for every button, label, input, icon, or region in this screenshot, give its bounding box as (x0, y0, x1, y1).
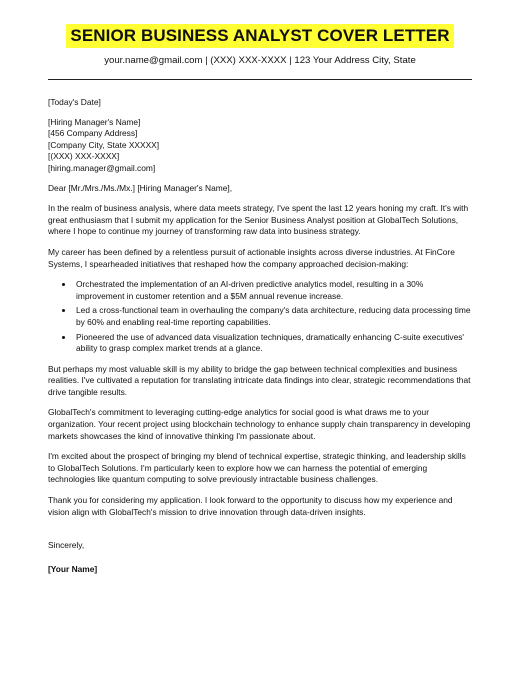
document-title: SENIOR BUSINESS ANALYST COVER LETTER (66, 24, 453, 48)
recipient-email: [hiring.manager@gmail.com] (48, 162, 156, 173)
signature: [Your Name] (48, 563, 98, 574)
paragraph-intro: In the realm of business analysis, where data meets strategy, I've spent the last 12 years honing my craft. It's with great enthusiasm that I submit my application for the Senior Business Analyst position at GlobalTech Solutions, where I hope to continue my journey of transforming raw data into business strategy. (48, 203, 469, 237)
list-item: • Pioneered the use of advanced data visualization techniques, dramatically enhancing C-suite executives' ability to grasp complex market trends at a glance. (74, 332, 472, 355)
list-item: • Led a cross-functional team in overhauling the company's data architecture, reducing data processing time by 60% and enabling real-time reporting capabilities. (74, 305, 472, 328)
letter-body (48, 97, 472, 575)
letter-date: [Today's Date] (48, 97, 101, 107)
recipient-street: [456 Company Address] (48, 128, 138, 139)
contact-line: your.name@gmail.com | (XXX) XXX-XXXX | 123 Your Address City, State (104, 55, 416, 66)
salutation: Dear [Mr./Mrs./Ms./Mx.] [Hiring Manager's Name], (48, 182, 233, 193)
paragraph-skills: But perhaps my most valuable skill is my ability to bridge the gap between technical complexities and business realities. I've cultivated a reputation for translating intricate data findings into clear, strategic recommendations that drive tangible results. (48, 363, 471, 397)
recipient-address (48, 117, 472, 175)
paragraph-thanks: Thank you for considering my application. I look forward to the opportunity to discuss how my experience and vision align with GlobalTech's mission to drive innovation through data-driven insights. (48, 495, 453, 517)
achievement-list (48, 279, 472, 355)
paragraph-prospect: I'm excited about the prospect of bringing my blend of technical expertise, strategic thinking, and leadership skills to GlobalTech Solutions. I'm particularly keen to explore how we can harness the potential of emerging technologies like quantum computing to solve previously intractable business challenges. (48, 451, 466, 485)
recipient-city-state: [Company City, State XXXXX] (48, 139, 160, 150)
header-divider (48, 79, 472, 80)
list-item: • Orchestrated the implementation of an AI-driven predictive analytics model, resulting in a 30% improvement in customer retention and a $5M annual revenue increase. (74, 279, 472, 302)
recipient-phone: [(XXX) XXX-XXXX] (48, 151, 120, 162)
letter-header (48, 0, 472, 67)
paragraph-company: GlobalTech's commitment to leveraging cutting-edge analytics for social good is what draws me to your organization. Your recent project using blockchain technology to enhance supply chain transparency in developing markets showcases the kind of innovative thinking I'm passionate about. (48, 407, 471, 441)
closing: Sincerely, (48, 540, 85, 551)
recipient-name: [Hiring Manager's Name] (48, 116, 141, 127)
paragraph-career: My career has been defined by a relentless pursuit of actionable insights across diverse industries. At FinCore Systems, I spearheaded initiatives that reshaped how the company approached decision-making: (48, 246, 455, 269)
